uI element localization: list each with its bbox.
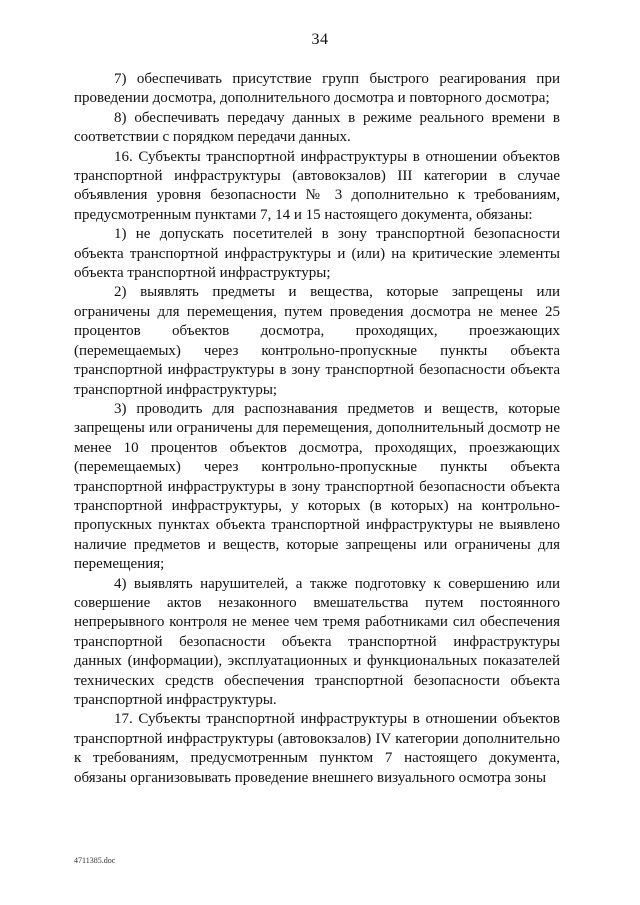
paragraph-item-1: 1) не допускать посетителей в зону транспортной безопасности объекта транспортной инфраструктуры и (или) на критические элементы объекта транспортной инфраструктуры; bbox=[74, 226, 560, 282]
paragraph-item-7: 7) обеспечивать присутствие групп быстрого реагирования при проведении досмотра, дополнительного досмотра и повторного досмотра; bbox=[74, 71, 560, 107]
document-file-code: 4711385.doc bbox=[74, 856, 116, 865]
paragraph-section-17: 17. Субъекты транспортной инфраструктуры в отношении объектов транспортной инфраструктуры (автовокзалов) IV категории дополнительно к требованиям, предусмотренным пунктом 7 настоящего документа, обязаны организовывать проведение внешнего визуального осмотра зоны bbox=[74, 711, 560, 786]
paragraph-item-4: 4) выявлять нарушителей, а также подготовку к совершению или совершение актов незаконного вмешательства путем постоянного непрерывного контроля не менее чем тремя работниками сил обеспечения транспортной безопасности объекта транспортной инфраструктуры данных (информации), эксплуатационных и функциональных показателей технических средств обеспечения транспортной безопасности объекта транспортной инфраструктуры. bbox=[74, 575, 560, 708]
page-number: 34 bbox=[311, 31, 329, 48]
paragraph-section-16: 16. Субъекты транспортной инфраструктуры в отношении объектов транспортной инфраструктуры (автовокзалов) III категории в случае объявления уровня безопасности № 3 дополнительно к требованиям, предусмотренным пунктами 7, 14 и 15 настоящего документа, обязаны: bbox=[74, 148, 560, 223]
paragraph-item-2: 2) выявлять предметы и вещества, которые запрещены или ограничены для перемещения, путем проведения досмотра не менее 25 процентов объектов досмотра, проходящих, проезжающих (перемещаемых) через контрольно-пропускные пункты объекта транспортной инфраструктуры в зону транспортной безопасности объекта транспортной инфраструктуры; bbox=[74, 284, 560, 398]
document-body bbox=[74, 70, 560, 788]
paragraph-item-3: 3) проводить для распознавания предметов и веществ, которые запрещены или ограничены для перемещения, дополнительный досмотр не менее 10 процентов объектов досмотра, проходящих, проезжающих (перемещаемых) через контрольно-пропускные пункты объекта транспортной инфраструктуры в зону транспортной безопасности объекта транспортной инфраструктуры, у которых (в которых) на контрольно-пропускных пунктах объекта транспортной инфраструктуры не выявлено наличие предметов и веществ, которые запрещены или ограничены для перемещения; bbox=[74, 400, 560, 573]
paragraph-item-8: 8) обеспечивать передачу данных в режиме реального времени в соответствии с порядком передачи данных. bbox=[74, 109, 560, 146]
